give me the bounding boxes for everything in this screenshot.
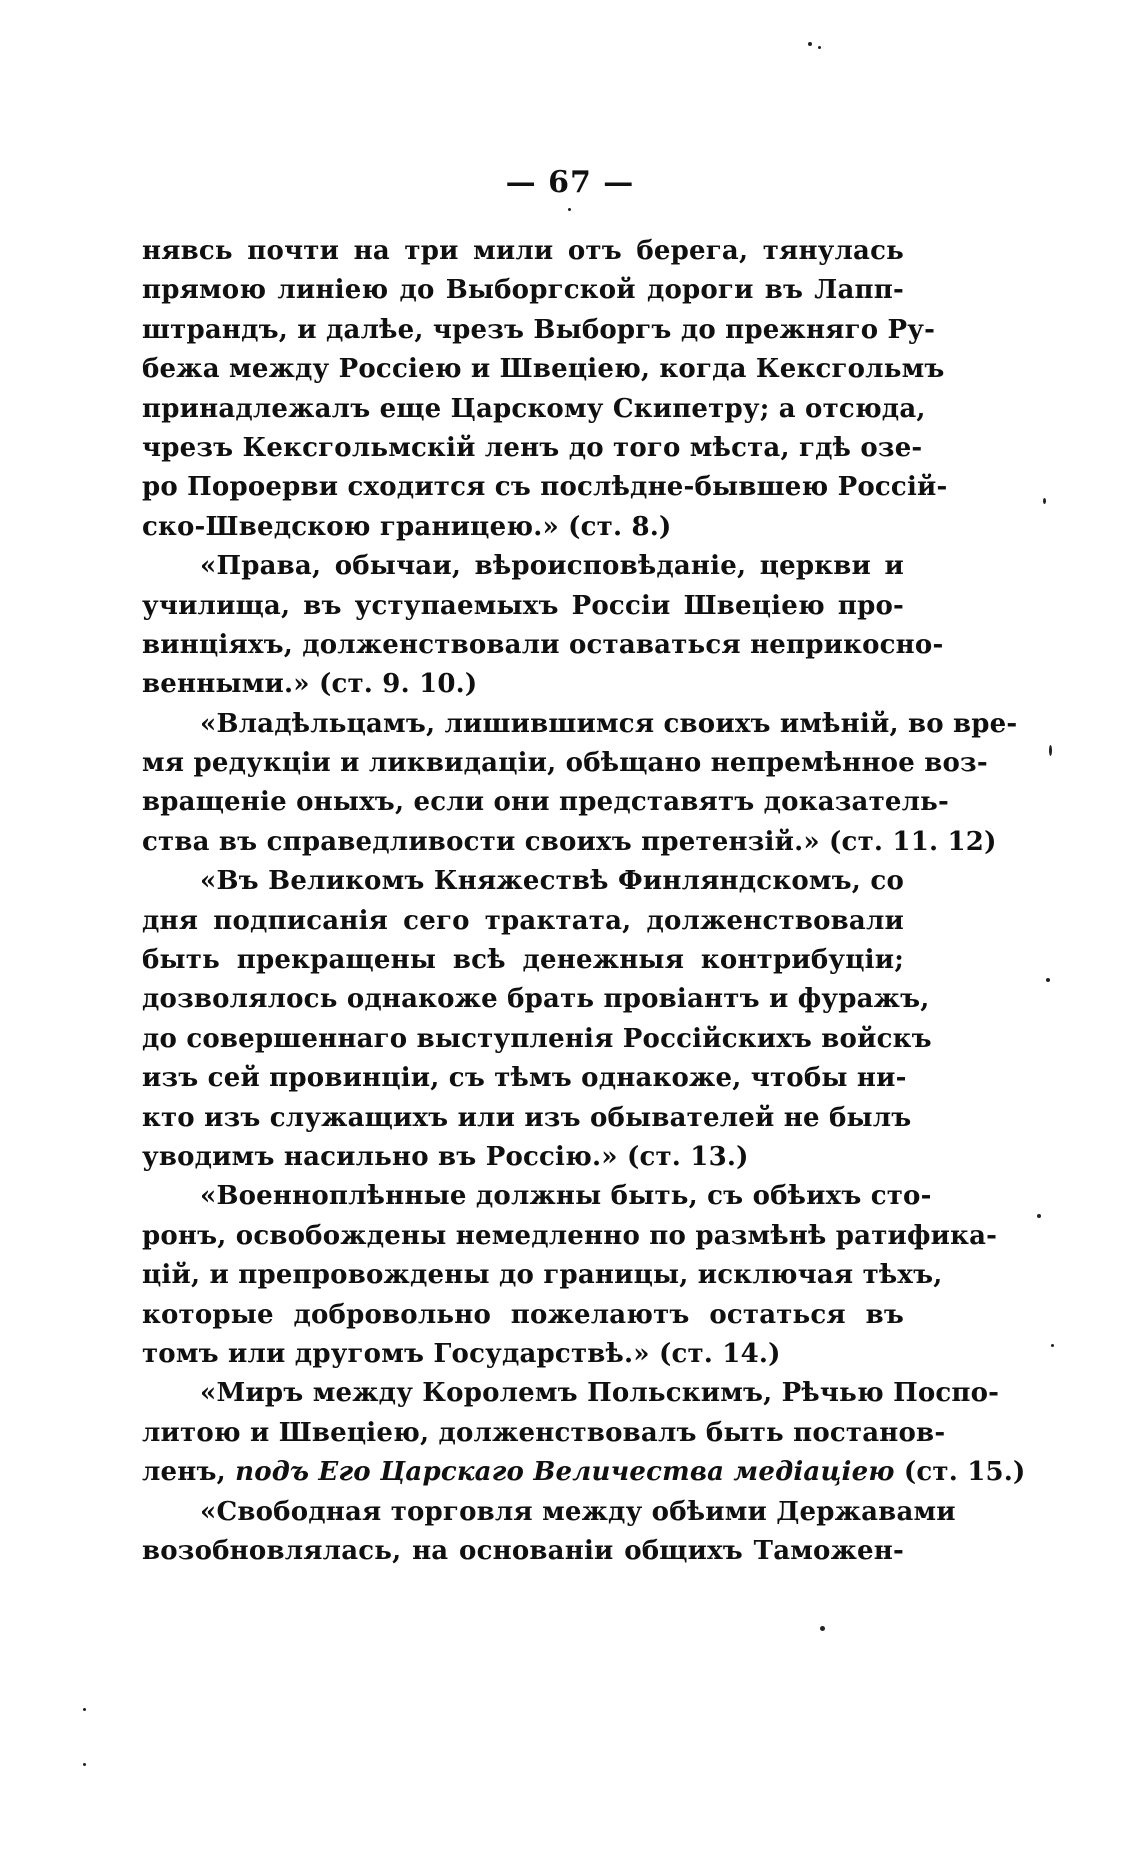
ink-speck (83, 1708, 86, 1711)
text-line: которые добровольно пожелаютъ остаться въ (142, 1299, 904, 1330)
text-line: уводимъ насильно въ Россію.» (ст. 13.) (142, 1141, 749, 1172)
text-line: принадлежалъ еще Царскому Скипетру; а отсюда, (142, 393, 926, 424)
paragraph-start-line: «Свободная торговля между обѣими Державами (200, 1496, 956, 1527)
ink-speck (1046, 978, 1050, 982)
text-line: дня подписанія сего трактата, долженствовали (142, 905, 904, 936)
text-line: вращеніе оныхъ, если они представятъ доказатель- (142, 787, 950, 818)
text-line: училища, въ уступаемыхъ Россіи Швеціею про- (142, 590, 904, 621)
text-line: до совершеннаго выступленія Россійскихъ войскъ (142, 1023, 932, 1054)
text-line: бежа между Россіею и Швеціею, когда Кексгольмъ (142, 354, 945, 385)
ink-speck (83, 1763, 86, 1766)
text-line: венными.» (ст. 9. 10.) (142, 669, 478, 700)
ink-speck (568, 208, 571, 211)
text-line: изъ сей провинціи, съ тѣмъ однакоже, чтобы ни- (142, 1063, 907, 1094)
text-line: литою и Швеціею, долженствовалъ быть постанов- (142, 1417, 946, 1448)
text-line: дозволялось однакоже брать провіантъ и фуражъ, (142, 984, 930, 1015)
text-line-with-italic (142, 1453, 1026, 1492)
page-number: — 67 — (505, 165, 635, 200)
ink-speck (1043, 498, 1046, 504)
text-line: чрезъ Кексгольмскій ленъ до того мѣста, гдѣ озе- (142, 432, 923, 463)
text-line: ро Пороерви сходится съ послѣдне-бывшею Россій- (142, 472, 948, 503)
text-line: прямою линіею до Выборгской дороги въ Лапп- (142, 275, 904, 306)
italic-phrase: подъ Его Царскаго Величества медіаціею (235, 1457, 895, 1488)
paragraph-start-line: «Права, обычаи, вѣроисповѣданіе, церкви и (200, 551, 904, 582)
text-line: мя редукціи и ликвидаціи, обѣщано непремѣнное воз- (142, 748, 988, 779)
text-line: ронъ, освобождены немедленно по размѣнѣ ратифика- (142, 1220, 998, 1251)
ink-speck (808, 42, 812, 46)
text-line: ско-Шведскою границею.» (ст. 8.) (142, 511, 672, 542)
ink-speck (1037, 1214, 1041, 1218)
text-line: быть прекращены всѣ денежныя контрибуціи; (142, 945, 904, 976)
line-post-text: (ст. 15.) (894, 1457, 1026, 1488)
body-text (142, 232, 1026, 1571)
ink-speck (818, 46, 821, 49)
text-line: штрандъ, и далѣе, чрезъ Выборгъ до прежняго Ру- (142, 314, 936, 345)
ink-speck (820, 1626, 825, 1631)
text-line: возобновлялась, на основаніи общихъ Таможен- (142, 1535, 904, 1566)
text-line: ства въ справедливости своихъ претензій.» (ст. 11. 12) (142, 826, 997, 857)
text-line: нявсь почти на три мили отъ берега, тянулась (142, 236, 904, 266)
paragraph-start-line: «Военноплѣнные должны быть, съ обѣихъ сто- (200, 1181, 932, 1212)
text-line: цій, и препровождены до границы, исключая тѣхъ, (142, 1260, 943, 1291)
text-line: кто изъ служащихъ или изъ обывателей не былъ (142, 1102, 912, 1133)
paragraph-start-line: «Миръ между Королемъ Польскимъ, Рѣчью Поспо- (200, 1378, 1000, 1409)
ink-speck (1049, 745, 1052, 756)
ink-speck (1051, 1344, 1054, 1347)
text-line: томъ или другомъ Государствѣ.» (ст. 14.) (142, 1338, 781, 1369)
line-pre-text: ленъ, (142, 1457, 236, 1488)
paragraph-start-line: «Въ Великомъ Княжествѣ Финляндскомъ, со (200, 866, 904, 897)
text-line: винціяхъ, долженствовали оставаться неприкосно- (142, 629, 944, 660)
paragraph-start-line: «Владѣльцамъ, лишившимся своихъ имѣній, во вре- (200, 708, 1018, 739)
